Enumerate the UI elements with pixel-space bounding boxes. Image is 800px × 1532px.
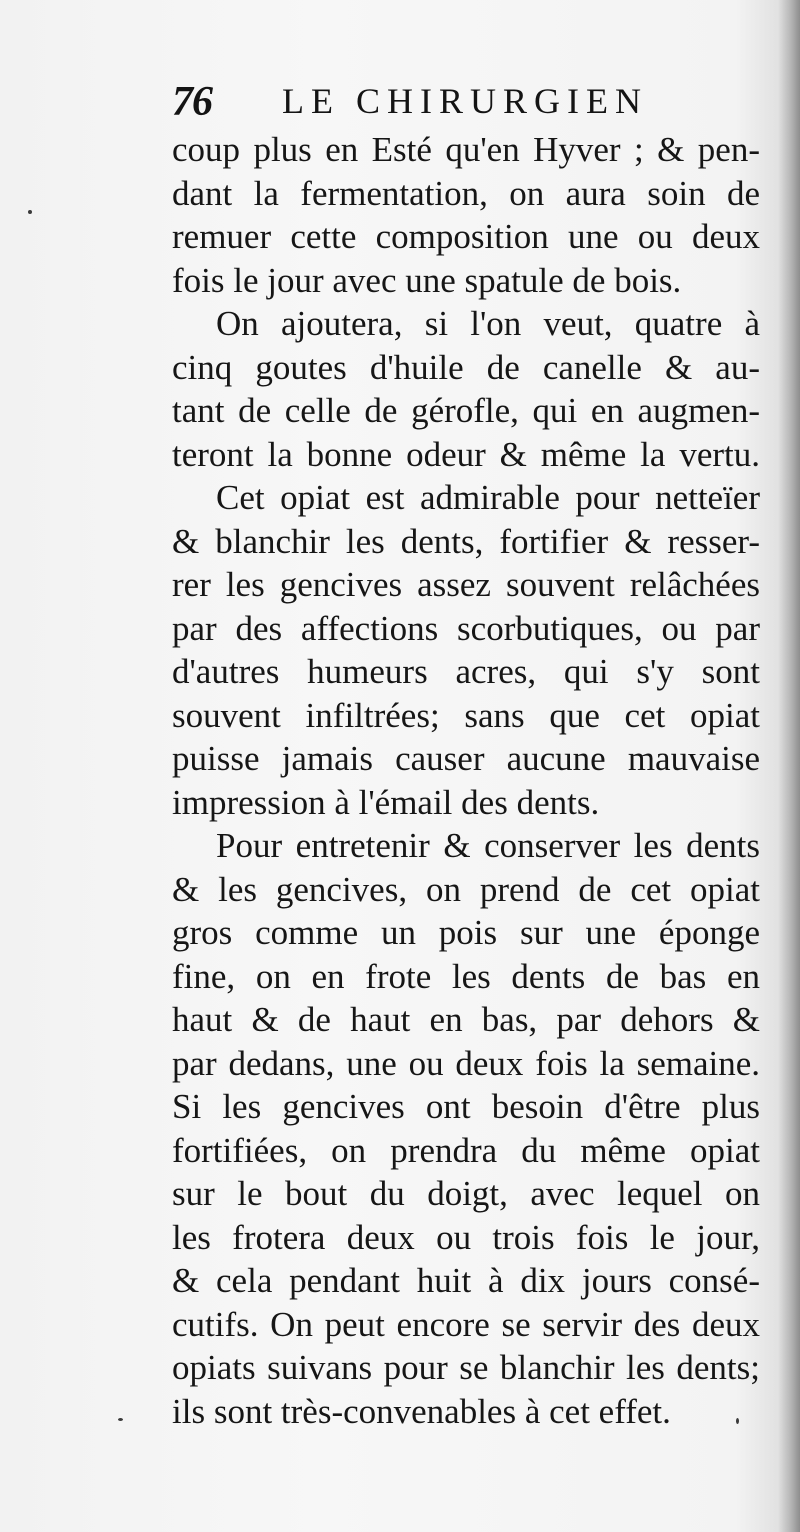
page-gutter-shadow bbox=[778, 0, 800, 1532]
text-line: On ajoutera, si l'on veut, quatre à bbox=[216, 304, 760, 343]
text-line: par des affections scorbutiques, ou par bbox=[172, 608, 760, 648]
text-line: remuer cette composition une ou deux bbox=[172, 217, 760, 256]
text-line: les frotera deux ou trois fois le jour, bbox=[172, 1217, 760, 1257]
text-line: fine, on en frote les dents de bas en bbox=[172, 956, 760, 996]
running-title: LE CHIRURGIEN bbox=[282, 81, 648, 121]
text-line: opiats suivans pour se blanchir les dents; bbox=[172, 1348, 760, 1387]
text-line: fortifiées, on prendra du même opiat bbox=[172, 1130, 760, 1170]
text-line: ils sont très-convenables à cet effet. bbox=[172, 1391, 671, 1431]
text-line: par dedans, une ou deux fois la semaine. bbox=[172, 1043, 760, 1083]
body-text bbox=[172, 128, 760, 1433]
text-line: tant de celle de gérofle, qui en augmen- bbox=[172, 391, 760, 430]
text-line: & cela pendant huit à dix jours consé- bbox=[172, 1261, 760, 1300]
text-line: gros comme un pois sur une éponge bbox=[172, 913, 760, 952]
text-line: teront la bonne odeur & même la vertu. bbox=[172, 434, 760, 474]
paper-speck bbox=[28, 210, 32, 214]
text-line: dant la fermentation, on aura soin de bbox=[172, 173, 760, 213]
page-number: 76 bbox=[172, 79, 212, 125]
text-line: & les gencives, on prend de cet opiat bbox=[172, 869, 760, 909]
text-line: Cet opiat est admirable pour netteïer bbox=[216, 478, 760, 517]
text-line: coup plus en Esté qu'en Hyver ; & pen- bbox=[172, 130, 760, 169]
paper-speck bbox=[118, 1418, 123, 1421]
text-line: haut & de haut en bas, par dehors & bbox=[172, 1000, 760, 1039]
text-line: sur le bout du doigt, avec lequel on bbox=[172, 1174, 760, 1213]
text-line: cutifs. On peut encore se servir des deux bbox=[172, 1304, 760, 1344]
text-line: rer les gencives assez souvent relâchées bbox=[172, 565, 760, 604]
text-line: fois le jour avec une spatule de bois. bbox=[172, 260, 682, 300]
text-line: d'autres humeurs acres, qui s'y sont bbox=[172, 652, 760, 691]
text-line: Pour entretenir & conserver les dents bbox=[216, 826, 760, 865]
text-line: cinq goutes d'huile de canelle & au- bbox=[172, 347, 760, 387]
text-line: puisse jamais causer aucune mauvaise bbox=[172, 739, 760, 778]
text-line: impression à l'émail des dents. bbox=[172, 782, 600, 822]
text-line: souvent infiltrées; sans que cet opiat bbox=[172, 695, 760, 735]
text-line: & blanchir les dents, fortifier & resser- bbox=[172, 521, 760, 561]
paper-speck bbox=[736, 1418, 739, 1424]
text-line: Si les gencives ont besoin d'être plus bbox=[172, 1087, 760, 1126]
running-head bbox=[172, 72, 772, 128]
